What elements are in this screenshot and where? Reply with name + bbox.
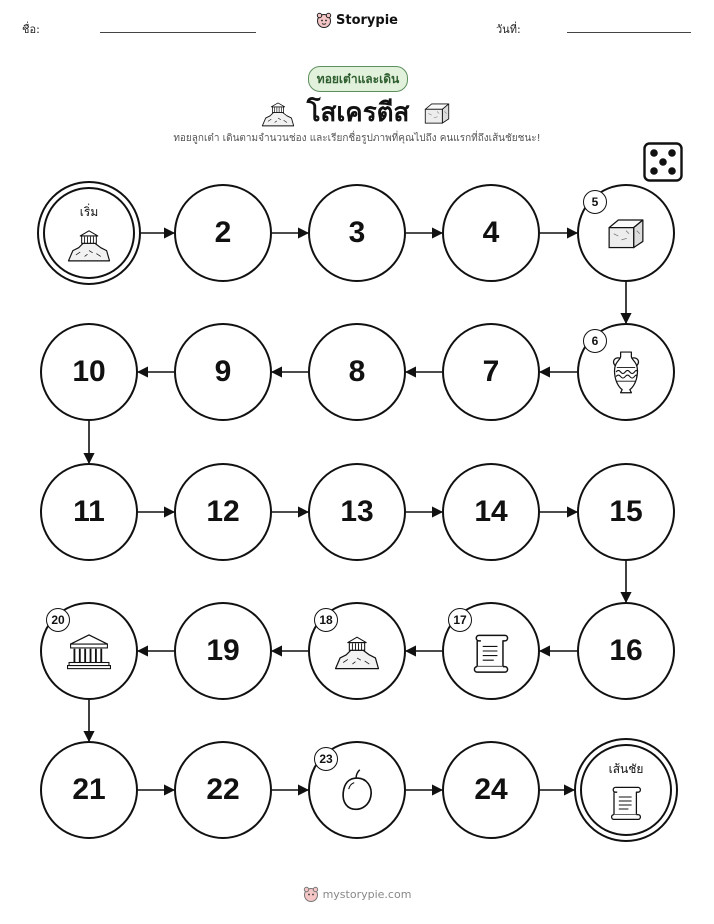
space-number: 11 [73, 495, 105, 528]
name-label: ชื่อ: [22, 23, 40, 36]
space-number: 3 [348, 216, 366, 249]
number-space [442, 741, 540, 839]
space-number: 14 [474, 495, 508, 528]
number-space [577, 602, 675, 700]
space-number: 4 [482, 216, 500, 249]
picture-space [577, 323, 675, 421]
space-number: 7 [482, 355, 500, 388]
acropolis-icon [67, 224, 111, 264]
space-number: 15 [609, 495, 643, 528]
number-space [40, 741, 138, 839]
space-number-badge: 6 [583, 329, 607, 353]
brand-name: Storypie [336, 12, 398, 28]
number-space [308, 323, 406, 421]
finish-space [580, 744, 672, 836]
space-number-badge: 5 [583, 190, 607, 214]
picture-space [308, 602, 406, 700]
space-number: 13 [340, 495, 374, 528]
picture-space [308, 741, 406, 839]
start-space [43, 187, 135, 279]
storypie-logo-icon [303, 886, 319, 902]
space-number: 2 [214, 216, 232, 249]
number-space [442, 323, 540, 421]
scroll-icon [468, 628, 514, 674]
number-space [442, 184, 540, 282]
picture-space [577, 184, 675, 282]
space-number-badge: 23 [314, 747, 338, 771]
instructions: ทอยลูกเต๋า เดินตามจำนวนช่อง และเรียกชื่อรูปภาพที่คุณไปถึง คนแรกที่ถึงเส้นชัยชนะ! [173, 133, 541, 144]
number-space [174, 602, 272, 700]
space-number: 19 [206, 634, 240, 667]
space-number: 12 [206, 495, 240, 528]
number-space [40, 463, 138, 561]
space-number-badge: 20 [46, 608, 70, 632]
space-number: 21 [72, 773, 106, 806]
start-label: เริ่ม [79, 204, 99, 219]
number-space [174, 323, 272, 421]
acropolis-icon [334, 628, 380, 674]
number-space [577, 463, 675, 561]
space-number: 9 [214, 355, 232, 388]
number-space [308, 184, 406, 282]
activity-tag: ทอยเต๋าและเดิน [308, 66, 408, 92]
number-space [174, 741, 272, 839]
space-number: 22 [206, 773, 240, 806]
stone-block-icon [603, 210, 649, 256]
space-number-badge: 18 [314, 608, 338, 632]
space-number-badge: 17 [448, 608, 472, 632]
space-number: 10 [72, 355, 106, 388]
number-space [40, 323, 138, 421]
number-space [442, 463, 540, 561]
number-space [174, 184, 272, 282]
page-title: โสเครตีส [306, 98, 410, 128]
number-space [308, 463, 406, 561]
number-space [174, 463, 272, 561]
picture-space [442, 602, 540, 700]
space-number: 16 [609, 634, 643, 667]
scroll-icon [604, 781, 648, 821]
picture-space [40, 602, 138, 700]
greek-temple-icon [66, 628, 112, 674]
olive-icon [334, 767, 380, 813]
space-number: 24 [474, 773, 508, 806]
finish-label: เส้นชัย [608, 761, 644, 776]
date-label: วันที่: [496, 23, 521, 36]
space-number: 8 [348, 355, 366, 388]
amphora-icon [603, 349, 649, 395]
footer-site[interactable]: mystorypie.com [322, 887, 412, 901]
footer [0, 886, 714, 902]
